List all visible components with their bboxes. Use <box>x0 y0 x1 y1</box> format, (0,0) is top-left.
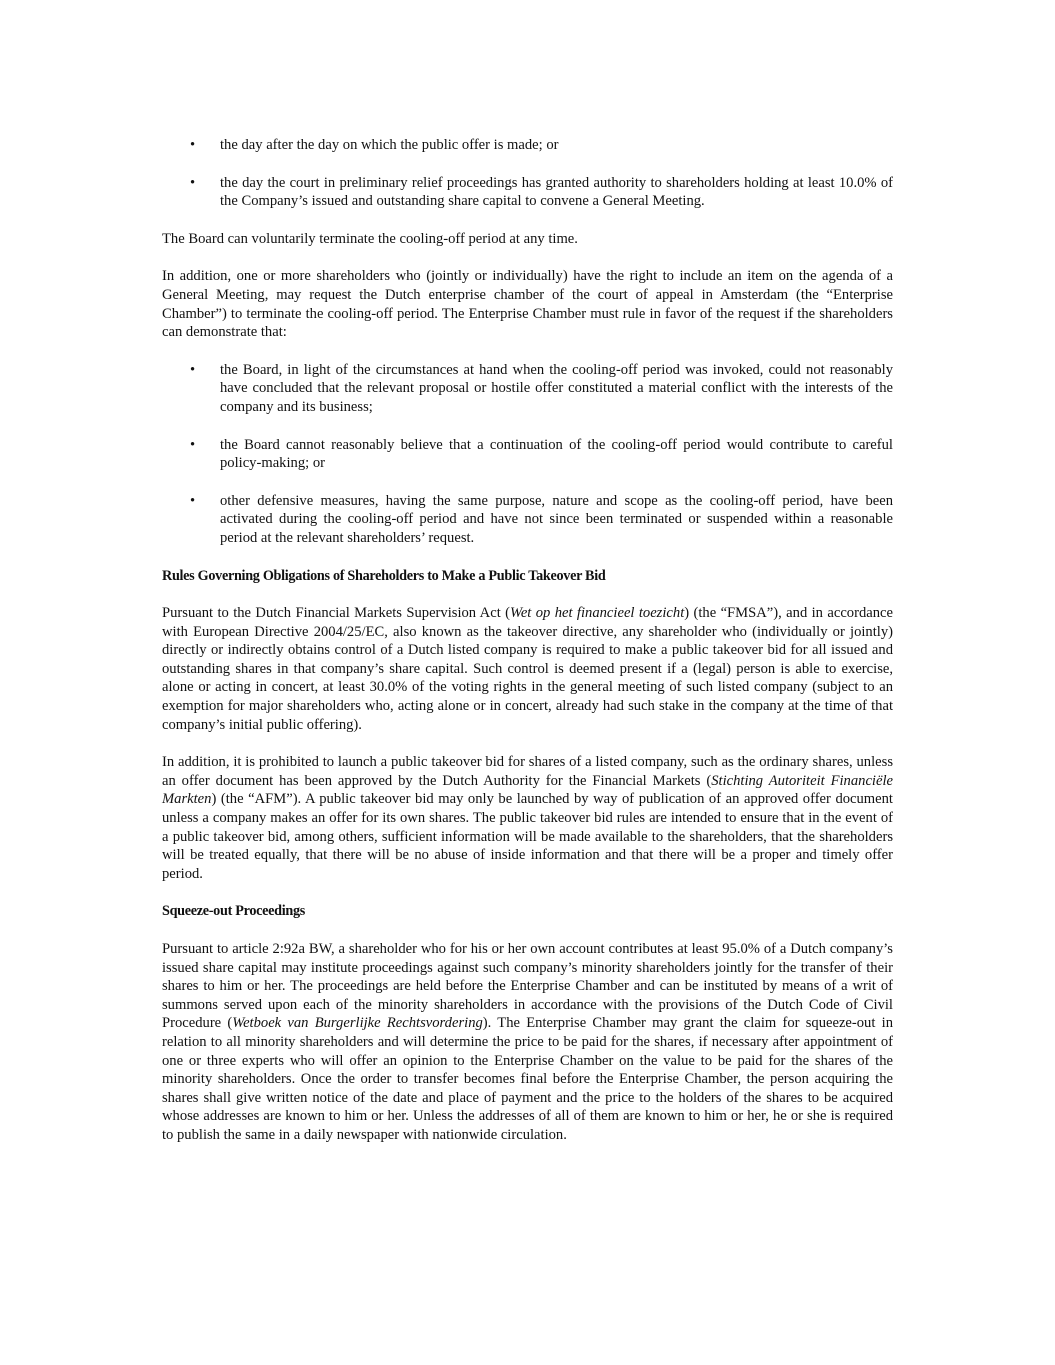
list-item-text: the day after the day on which the public offer is made; or <box>220 137 559 153</box>
list-item <box>162 436 893 473</box>
paragraph-enterprise-chamber-request: In addition, one or more shareholders who (jointly or individually) have the right to include an item on the agenda of a General Meeting, may request the Dutch enterprise chamber of the court of appeal in Amsterdam (the “Enterprise Chamber”) to terminate the cooling-off period. The Enterprise Chamber must rule in favor of the request if the shareholders can demonstrate that: <box>162 268 893 341</box>
paragraph-fmsa-text: Pursuant to the Dutch Financial Markets Supervision Act ( <box>162 605 510 622</box>
section-heading-takeover-bid: Rules Governing Obligations of Shareholders to Make a Public Takeover Bid <box>162 567 606 584</box>
bullet-icon: • <box>190 492 196 509</box>
list-item-text: the Board, in light of the circumstances at hand when the cooling-off period was invoked, could not reasonably have concluded that the relevant proposal or hostile offer constituted a material conflict with the interests of the company and its business; <box>220 361 893 415</box>
paragraph-afm-text: In addition, it is prohibited to launch a public takeover bid for shares of a listed company, such as the ordinary shares, unless an offer document has been approved by the Dutch Authority for the Financial Markets ( <box>162 754 893 789</box>
paragraph-fmsa-italic: Wet op het financieel toezicht <box>510 605 685 622</box>
paragraph-afm-italic: Stichting Autoriteit Financiële Markten <box>162 772 893 808</box>
list-item <box>162 492 893 548</box>
bullet-icon: • <box>190 174 196 191</box>
bullet-icon: • <box>190 361 196 378</box>
paragraph-fmsa <box>162 604 893 734</box>
section-heading-squeeze-out: Squeeze-out Proceedings <box>162 903 305 920</box>
bullet-icon: • <box>190 436 196 453</box>
list-item-text: the day the court in preliminary relief proceedings has granted authority to shareholders holding at least 10.0% of the Company’s issued and outstanding share capital to convene a General Meeting. <box>220 174 893 210</box>
paragraph-afm <box>162 753 893 883</box>
paragraph-squeeze-text: Pursuant to article 2:92a BW, a shareholder who for his or her own account contributes at least 95.0% of a Dutch company’s issued share capital may institute proceedings against such company’s minority shareholders jointly for the transfer of their shares to him or her. The proceedings are held before the Enterprise Chamber and can be instituted by means of a writ of summons served upon each of the minority shareholders in accordance with the provisions of the Dutch Code of Civil Procedure ( <box>162 941 893 1032</box>
paragraph-squeeze-text-continued: ). The Enterprise Chamber may grant the claim for squeeze-out in relation to all minority shareholders and will determine the price to be paid for the shares, if necessary after appointment of one or three experts who will offer an opinion to the Enterprise Chamber on the value to be paid for the shares of the minority shareholders. Once the order to transfer becomes final before the Enterprise Chamber, the person acquiring the shares shall give written notice of the date and place of payment and the price to the holders of the shares to be acquired whose addresses are known to him or her. Unless the addresses of all of them are known to him or her, he or she is required to publish the same in a daily newspaper with nationwide circulation. <box>162 1015 893 1143</box>
bullet-icon: • <box>190 137 196 153</box>
paragraph-board-terminate: The Board can voluntarily terminate the cooling-off period at any time. <box>162 230 578 247</box>
list-item <box>162 361 893 417</box>
list-item-text: other defensive measures, having the same purpose, nature and scope as the cooling-off period, have been activated during the cooling-off period and have not since been terminated or suspended within a reasonable period at the relevant shareholders’ request. <box>220 492 893 546</box>
paragraph-squeeze-out <box>162 940 893 1145</box>
bullet-list-conditions <box>162 361 893 548</box>
document-page <box>162 136 893 1145</box>
paragraph-squeeze-italic: Wetboek van Burgerlijke Rechtsvordering <box>232 1015 483 1032</box>
bullet-list-cooling-off-end <box>162 136 893 211</box>
list-item <box>162 174 893 211</box>
paragraph-fmsa-text-continued: ) (the “FMSA”), and in accordance with European Directive 2004/25/EC, also known as the takeover directive, any shareholder who (individually or jointly) directly or indirectly obtains control of a Dutch listed company is required to make a public takeover bid for all issued and outstanding shares in that company’s share capital. Such control is deemed present if a (legal) person is able to exercise, alone or acting in concert, at least 30.0% of the voting rights in the general meeting of such listed company (subject to an exemption for major shareholders who, acting alone or in concert, already had such stake in the company at the time of that company’s initial public offering). <box>162 605 893 733</box>
list-item <box>162 136 893 155</box>
list-item-text: the Board cannot reasonably believe that a continuation of the cooling-off period would contribute to careful policy-making; or <box>220 436 893 472</box>
paragraph-afm-text-continued: ) (the “AFM”). A public takeover bid may only be launched by way of publication of an approved offer document unless a company makes an offer for its own shares. The public takeover bid rules are intended to ensure that in the event of a public takeover bid, among others, sufficient information will be made available to the shareholders, that the shareholders will be treated equally, that there will be no abuse of inside information and that there will be a proper and timely offer period. <box>162 791 893 882</box>
